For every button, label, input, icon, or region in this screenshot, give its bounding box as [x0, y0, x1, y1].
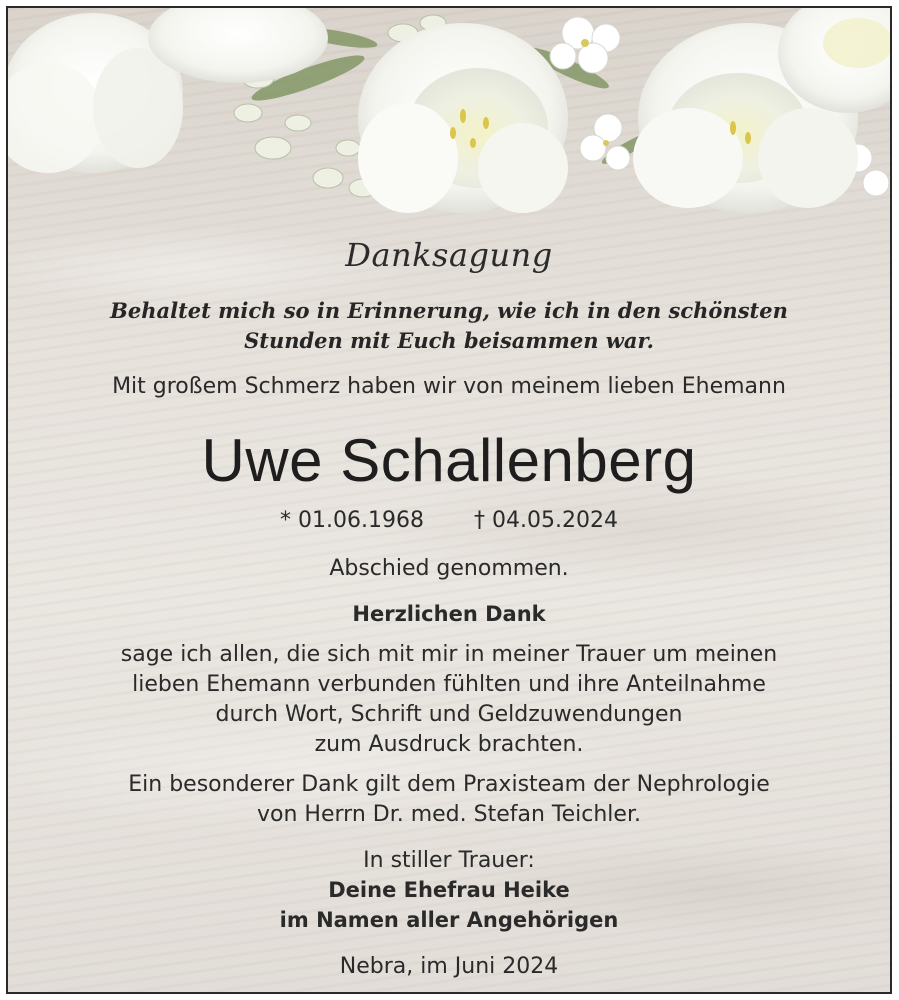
quote-line-1: Behaltet mich so in Erinnerung, wie ich in den schönsten	[110, 298, 788, 323]
signatory-line-1: Deine Ehefrau Heike	[328, 878, 570, 902]
farewell-text: Abschied genommen.	[329, 556, 569, 581]
intro-text: Mit großem Schmerz haben wir von meinem lieben Ehemann	[112, 374, 786, 399]
deceased-name: Uwe Schallenberg	[201, 427, 697, 494]
obituary-text	[8, 8, 890, 992]
birth-date: * 01.06.1968	[280, 508, 424, 533]
thanks-line-1: sage ich allen, die sich mit mir in meiner Trauer um meinen	[120, 642, 778, 667]
thanks-line-3: durch Wort, Schrift und Geldzuwendungen	[215, 702, 683, 727]
signatory-line-2: im Namen aller Angehörigen	[279, 908, 619, 932]
special-thanks-line-1: Ein besonderer Dank gilt dem Praxisteam der Nephrologie	[128, 772, 770, 797]
thanks-heading: Herzlichen Dank	[352, 602, 546, 626]
special-thanks-line-2: von Herrn Dr. med. Stefan Teichler.	[257, 802, 641, 827]
place-date: Nebra, im Juni 2024	[339, 954, 559, 979]
obituary-card	[6, 6, 892, 994]
mourning-intro: In stiller Trauer:	[363, 848, 535, 873]
heading: Danksagung	[345, 236, 553, 274]
thanks-line-4: zum Ausdruck brachten.	[314, 732, 584, 757]
death-date: † 04.05.2024	[474, 508, 618, 533]
thanks-line-2: lieben Ehemann verbunden fühlten und ihre Anteilnahme	[132, 672, 766, 697]
quote-line-2: Stunden mit Euch beisammen war.	[244, 328, 654, 353]
life-dates	[8, 508, 890, 533]
